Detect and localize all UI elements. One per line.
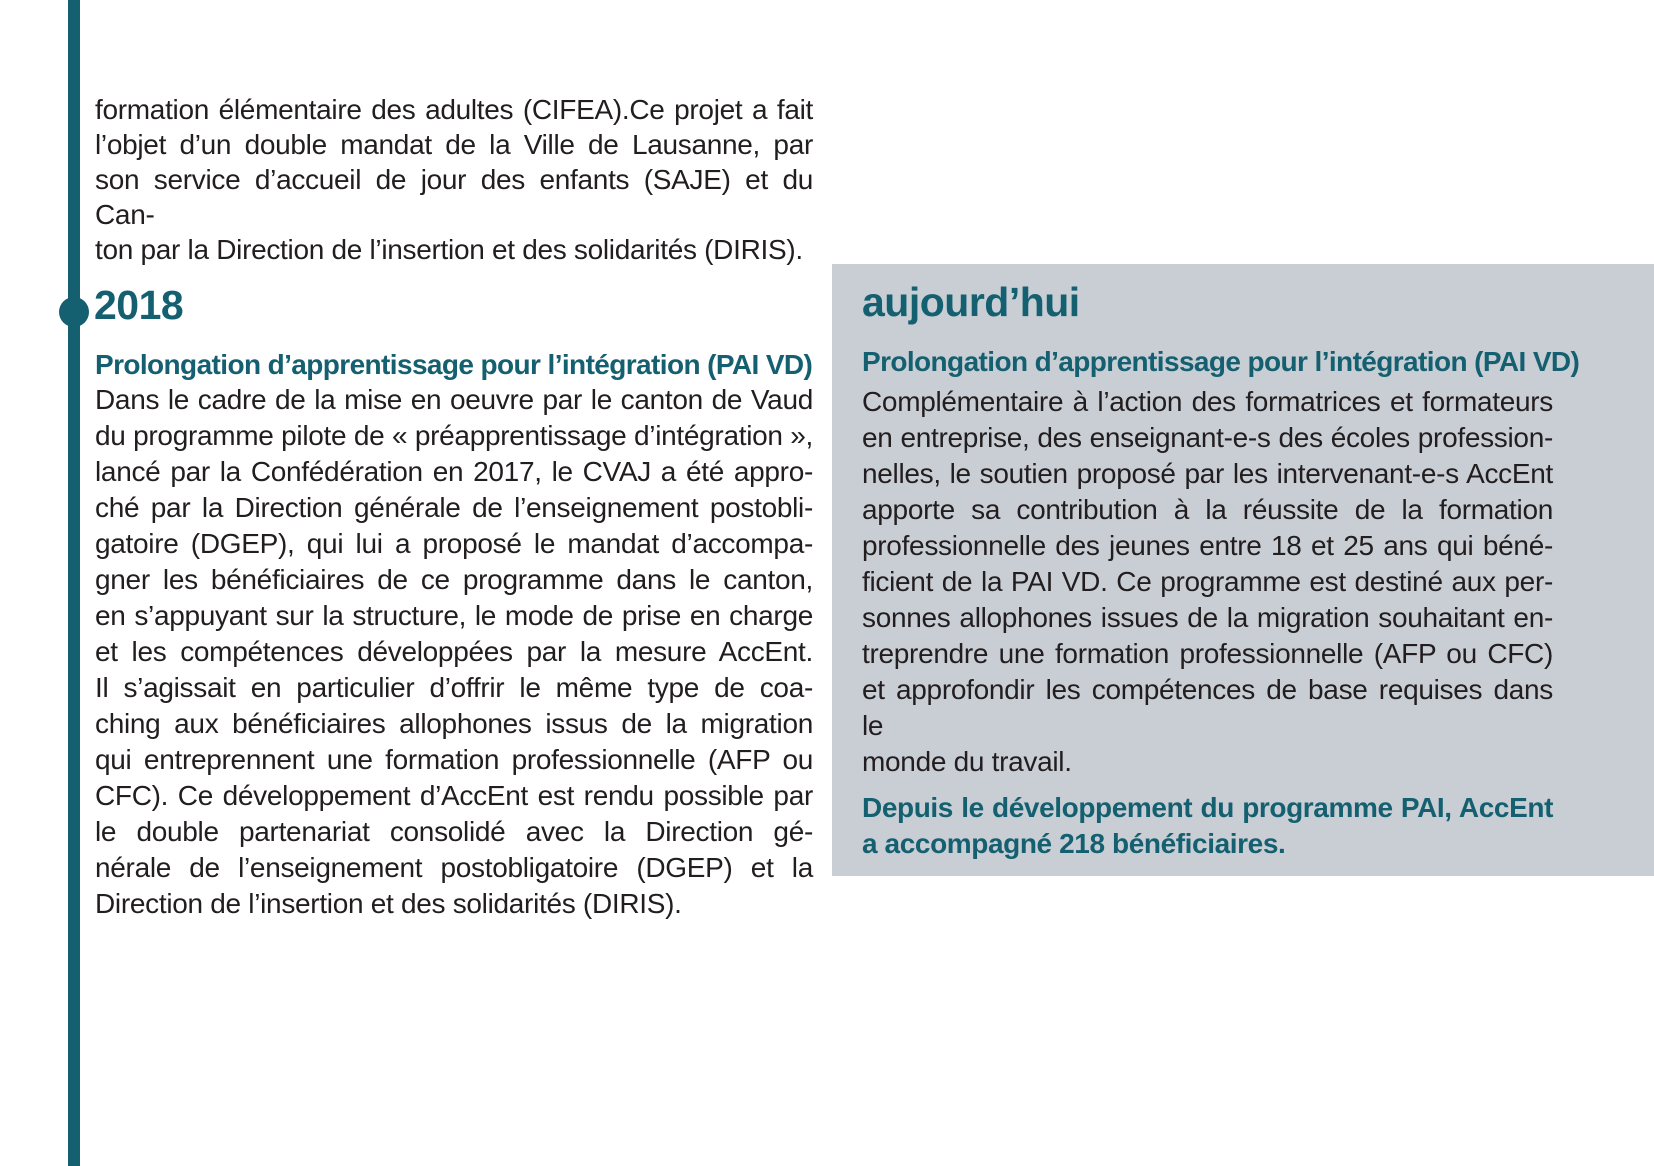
text-line: et approfondir les compétences de base requises dans le [862, 674, 1553, 741]
text-line: et les compétences développées par la mesure AccEnt. [95, 636, 813, 667]
today-box-body-paragraph [862, 384, 1553, 780]
text-line: qui entreprennent une formation professionnelle (AFP ou [95, 744, 813, 775]
milestone-subheading: Prolongation d’apprentissage pour l’intégration (PAI VD) [95, 349, 813, 380]
text-line: monde du travail. [862, 746, 1072, 777]
text-line: ton par la Direction de l’insertion et des solidarités (DIRIS). [95, 234, 803, 265]
text-line: gatoire (DGEP), qui lui a proposé le mandat d’accompa- [95, 528, 813, 559]
text-line: CFC). Ce développement d’AccEnt est rendu possible par [95, 780, 813, 811]
text-line: Il s’agissait en particulier d’offrir le même type de coa- [95, 672, 813, 703]
text-line: formation élémentaire des adultes (CIFEA).Ce projet a fait [95, 94, 813, 125]
text-line: son service d’accueil de jour des enfants (SAJE) et du Can- [95, 164, 813, 230]
text-line: a accompagné 218 bénéficiaires. [862, 828, 1286, 859]
text-line: gner les bénéficiaires de ce programme dans le canton, [95, 564, 813, 595]
timeline-bar [68, 0, 80, 1166]
today-box-highlight-statement [862, 790, 1553, 862]
text-line: ché par la Direction générale de l’enseignement postobli- [95, 492, 813, 523]
timeline-node-2018-dot [59, 297, 89, 327]
text-line: treprendre une formation professionnelle (AFP ou CFC) [862, 638, 1553, 669]
today-highlight-box [832, 264, 1654, 876]
intro-paragraph [95, 92, 813, 267]
milestone-body-paragraph [95, 382, 813, 922]
text-line: en entreprise, des enseignant-e-s des écoles profession- [862, 422, 1553, 453]
text-line: Direction de l’insertion et des solidarités (DIRIS). [95, 888, 682, 919]
text-line: ching aux bénéficiaires allophones issus de la migration [95, 708, 813, 739]
milestone-year-heading: 2018 [94, 282, 184, 328]
text-line: en s’appuyant sur la structure, le mode de prise en charge [95, 600, 813, 631]
text-line: Depuis le développement du programme PAI, AccEnt [862, 792, 1553, 823]
text-line: du programme pilote de « préapprentissage d’intégration », [95, 420, 813, 451]
text-line: professionnelle des jeunes entre 18 et 25 ans qui béné- [862, 530, 1553, 561]
text-line: nérale de l’enseignement postobligatoire (DGEP) et la [95, 852, 813, 883]
text-line: Dans le cadre de la mise en oeuvre par le canton de Vaud [95, 384, 813, 415]
text-line: l’objet d’un double mandat de la Ville de Lausanne, par [95, 129, 813, 160]
today-box-title: aujourd’hui [862, 279, 1080, 325]
text-line: lancé par la Confédération en 2017, le CVAJ a été appro- [95, 456, 813, 487]
today-box-subheading: Prolongation d’apprentissage pour l’intégration (PAI VD) [862, 346, 1580, 377]
text-line: le double partenariat consolidé avec la Direction gé- [95, 816, 813, 847]
text-line: Complémentaire à l’action des formatrices et formateurs [862, 386, 1553, 417]
text-line: sonnes allophones issues de la migration souhaitant en- [862, 602, 1553, 633]
text-line: ficient de la PAI VD. Ce programme est destiné aux per- [862, 566, 1553, 597]
text-line: apporte sa contribution à la réussite de la formation [862, 494, 1553, 525]
text-line: nelles, le soutien proposé par les intervenant-e-s AccEnt [862, 458, 1553, 489]
